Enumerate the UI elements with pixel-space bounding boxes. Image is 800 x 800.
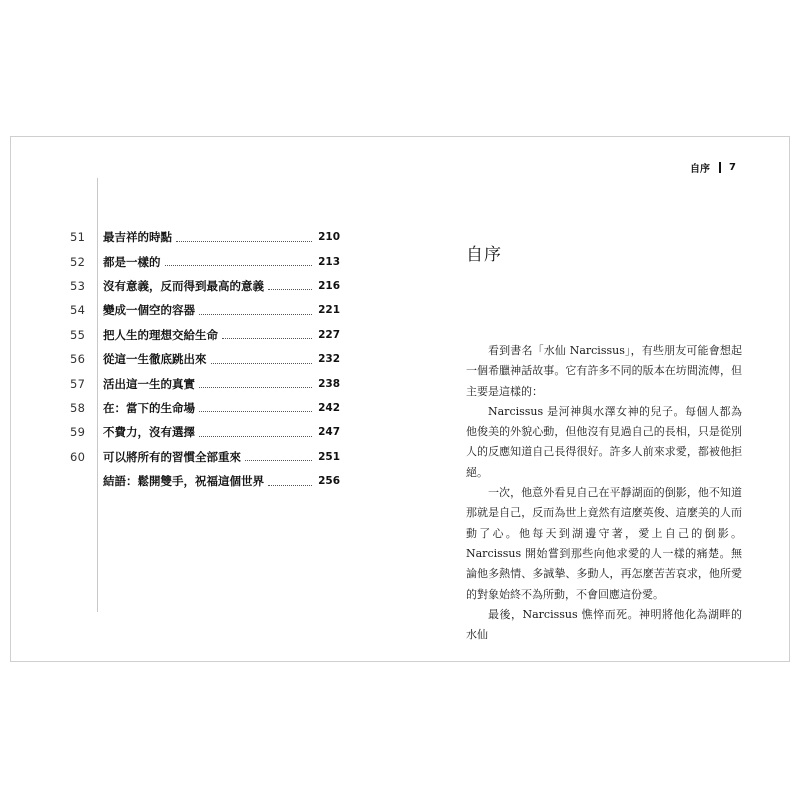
toc-entry [70,249,340,273]
toc-entry-epilogue [70,469,340,493]
toc-entry-page: 221 [318,304,340,317]
toc-entry-number: 52 [70,254,86,269]
toc-entry-page: 238 [318,377,340,390]
paragraph: Narcissus 是河神與水澤女神的兒子。每個人都為他俊美的外貌心動，但他沒有見過自己的長相，只是從別人的反應知道自己長得很好。許多人前來求愛，都被他拒絕。 [466,404,742,479]
body-text [466,341,742,645]
toc-entry-title: 最吉祥的時點 [103,230,172,245]
toc-entry-page: 232 [318,353,340,366]
toc-entry-page: 251 [318,450,340,463]
toc-entry-number: 56 [70,352,86,367]
toc-dot-leader [268,485,312,486]
toc-entry-number: 59 [70,425,86,440]
toc-entry [70,371,340,395]
toc-entry-title: 從這一生徹底跳出來 [103,352,207,367]
toc-entry-number: 57 [70,376,86,391]
toc-entry-number: 54 [70,303,86,318]
toc-dot-leader [199,387,312,388]
toc-entry [70,274,340,298]
toc-entry-number: 60 [70,449,86,464]
toc-dot-leader [211,363,313,364]
toc-entry [70,420,340,444]
toc-dot-leader [199,314,312,315]
toc-entry-title: 結語：鬆開雙手，祝福這個世界 [103,474,264,489]
toc-entry-page: 213 [318,255,340,268]
running-header [690,160,736,175]
toc-entry [70,347,340,371]
paragraph: 最後，Narcissus 憔悴而死。神明將他化為湖畔的水仙 [466,607,742,642]
toc-entry [70,323,340,347]
toc-entry-title: 可以將所有的習慣全部重來 [103,449,241,464]
toc-entry-number: 58 [70,400,86,415]
paragraph: 一次，他意外看見自己在平靜湖面的倒影，他不知道那就是自己，反而為世上竟然有這麼英俊、這麼美的人而動了心。他每天到湖邊守著，愛上自己的倒影。Narcissus 開始嘗到那些向他求愛的人一樣的痛楚。無論他多熱情、多誠摯、多動人，再怎麼苦苦哀求，他所愛的對象始終不為所動，不會回應這份愛。 [466,486,742,601]
toc-entry [70,298,340,322]
toc-dot-leader [268,289,312,290]
toc-entry-title: 都是一樣的 [103,254,161,269]
table-of-contents [70,225,340,493]
toc-entry-number: 55 [70,327,86,342]
paragraph: 看到書名「水仙 Narcissus」，有些朋友可能會想起一個希臘神話故事。它有許多不同的版本在坊間流傳，但主要是這樣的： [466,344,742,398]
toc-entry [70,396,340,420]
toc-entry-number: 53 [70,278,86,293]
toc-dot-leader [222,338,312,339]
toc-entry-title: 變成一個空的容器 [103,303,195,318]
toc-dot-leader [176,241,312,242]
toc-entry-page: 256 [318,475,340,488]
toc-dot-leader [245,460,312,461]
toc-entry-page: 210 [318,231,340,244]
toc-entry-page: 227 [318,328,340,341]
page-number: 7 [729,162,736,173]
toc-entry-page: 247 [318,426,340,439]
toc-entry-page: 242 [318,401,340,414]
toc-entry [70,225,340,249]
toc-entry [70,445,340,469]
toc-dot-leader [199,436,312,437]
toc-dot-leader [199,411,312,412]
toc-entry-title: 不費力，沒有選擇 [103,425,195,440]
toc-entry-title: 把人生的理想交給生命 [103,327,218,342]
toc-entry-title: 沒有意義，反而得到最高的意義 [103,278,264,293]
toc-entry-number: 51 [70,230,86,245]
running-header-divider [719,162,721,173]
toc-entry-title: 活出這一生的真實 [103,376,195,391]
chapter-title: 自序 [466,245,502,265]
toc-entry-title: 在：當下的生命場 [103,400,195,415]
toc-dot-leader [165,265,313,266]
toc-entry-page: 216 [318,279,340,292]
running-header-title: 自序 [690,164,710,175]
